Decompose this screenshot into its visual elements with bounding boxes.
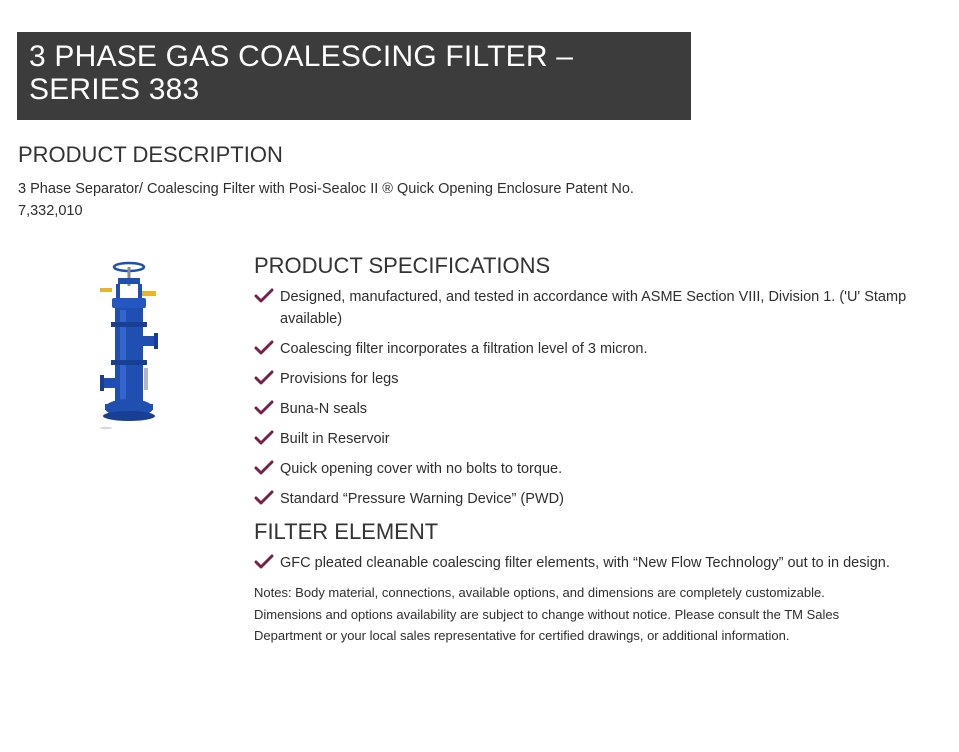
list-item (254, 458, 914, 480)
filter-element-list (254, 552, 914, 574)
product-description-text: 3 Phase Separator/ Coalescing Filter with Posi-Sealoc II ® Quick Opening Enclosure Patent No. 7,332,010 (18, 181, 634, 219)
notes-text: Notes: Body material, connections, available options, and dimensions are completely customizable. Dimensions and options availability are subject to change without notice. Please consult the TM Sales Department or your local sales representative for certified drawings, or additional information. (254, 585, 840, 643)
check-icon (254, 370, 274, 386)
page-title: 3 PHASE GAS COALESCING FILTER – SERIES 383 (29, 40, 574, 106)
check-icon (254, 288, 274, 304)
spec-text: Built in Reservoir (280, 431, 390, 447)
specifications-list (254, 286, 914, 510)
spec-text: Coalescing filter incorporates a filtration level of 3 micron. (280, 341, 648, 357)
spec-text: Designed, manufactured, and tested in accordance with ASME Section VIII, Division 1. ('U' Stamp available) (280, 289, 907, 327)
list-item (254, 338, 914, 360)
check-icon (254, 490, 274, 506)
list-item (254, 428, 914, 450)
list-item (254, 286, 914, 330)
spec-text: Quick opening cover with no bolts to torque. (280, 461, 563, 477)
specifications-column (254, 252, 914, 647)
check-icon (254, 460, 274, 476)
check-icon (254, 340, 274, 356)
filter-element-heading: FILTER ELEMENT (254, 519, 439, 544)
list-item (254, 398, 914, 420)
filter-element-text: GFC pleated cleanable coalescing filter elements, with “New Flow Technology” out to in design. (280, 555, 890, 571)
title-banner (17, 32, 691, 120)
check-icon (254, 400, 274, 416)
filter-vessel-image (78, 258, 188, 434)
list-item (254, 368, 914, 390)
product-specifications-heading: PRODUCT SPECIFICATIONS (254, 253, 551, 278)
check-icon (254, 430, 274, 446)
list-item (254, 552, 914, 574)
spec-text: Standard “Pressure Warning Device” (PWD) (280, 491, 564, 507)
list-item (254, 488, 914, 510)
spec-text: Provisions for legs (280, 371, 399, 387)
check-icon (254, 554, 274, 570)
product-description-heading: PRODUCT DESCRIPTION (18, 142, 283, 167)
spec-text: Buna-N seals (280, 401, 368, 417)
